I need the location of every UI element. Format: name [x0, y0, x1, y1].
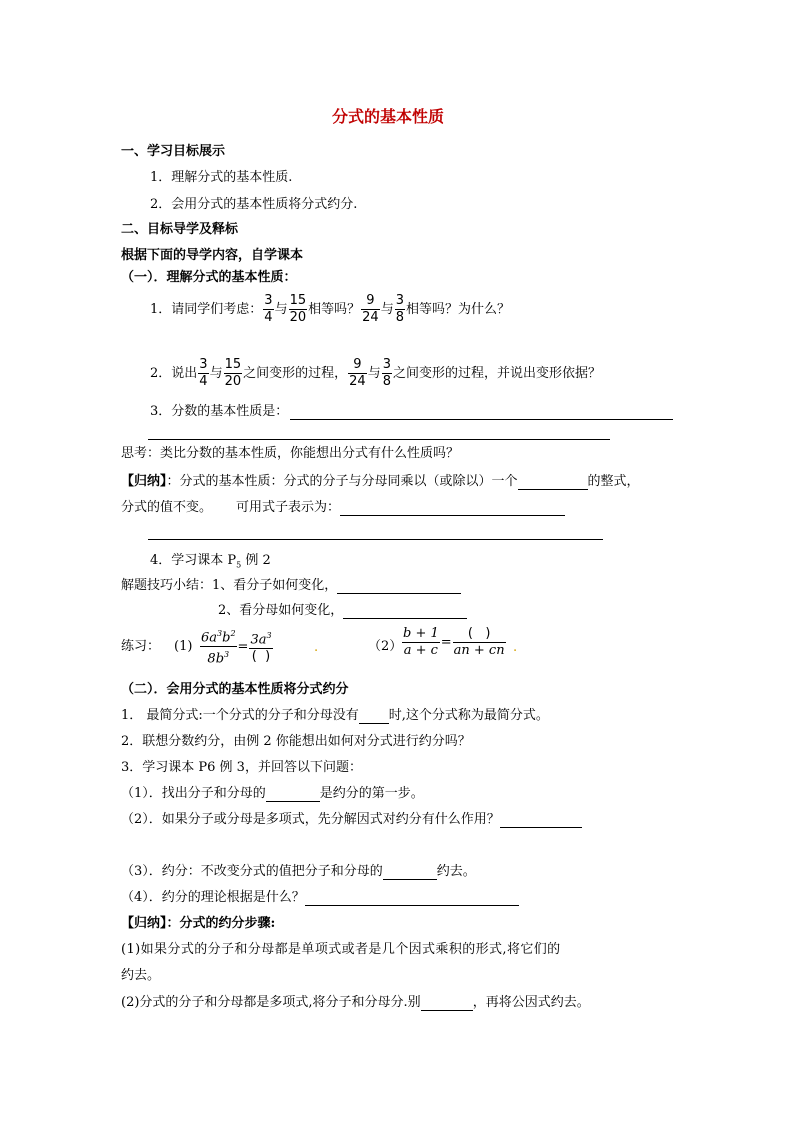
summary-1-cont — [121, 500, 212, 516]
numerator: 3 — [264, 293, 273, 308]
fraction — [382, 357, 392, 390]
fraction — [361, 293, 380, 326]
practice-2: $\frac{b + 1}{a + c}$ = $\frac{( )}{an + cn}$ — [403, 626, 505, 658]
summary-text: ：分式的基本性质：分式的分子与分母同乘以（或除以）一个 — [166, 474, 518, 489]
tips-1 — [121, 578, 461, 594]
answer-blank[interactable] — [343, 617, 467, 619]
connector: 与 — [274, 302, 288, 317]
denominator: 8 — [395, 310, 404, 325]
fraction: $\frac{b + 1}{a + c}$ — [403, 626, 439, 658]
reduction-text: （4）．约分的理论根据是什么？ — [121, 890, 305, 905]
tips-text: 2、看分母如何变化， — [218, 603, 344, 618]
step-2 — [121, 995, 590, 1011]
reduction-1 — [121, 708, 549, 724]
numerator: 9 — [361, 293, 380, 310]
reduction-3-2 — [121, 812, 582, 828]
question-2-mid: 之间变形的过程， — [243, 366, 348, 381]
fraction — [224, 357, 243, 390]
summary-label: 【归纳】 — [121, 474, 167, 489]
answer-blank[interactable] — [340, 514, 565, 516]
practice-2-label: （2） — [368, 639, 403, 654]
decor-dot: . — [314, 640, 319, 655]
denominator: 20 — [224, 374, 242, 389]
subsection-1-heading: （一）．理解分式的基本性质： — [121, 270, 297, 285]
reduction-3-1 — [121, 786, 424, 802]
reduction-3: 3．学习课本 P6 例 3，并回答以下问题： — [121, 760, 362, 775]
summary-label: 【归纳】 — [121, 916, 167, 931]
question-3: 3．分数的基本性质是： — [150, 404, 289, 419]
page-title: 分式的基本性质 — [332, 107, 445, 126]
step-1-cont: 约去。 — [121, 968, 161, 983]
answer-blank[interactable] — [421, 1009, 473, 1011]
connector: 与 — [367, 366, 381, 381]
reduction-text: （1）．找出分子和分母的 — [121, 786, 266, 801]
objective-1: 1．理解分式的基本性质. — [150, 170, 293, 185]
tips-2 — [218, 603, 467, 619]
question-1 — [150, 293, 510, 326]
fraction — [395, 293, 405, 326]
answer-blank[interactable] — [305, 904, 519, 906]
question-2-prefix: 2．说出 — [150, 366, 198, 381]
reduction-3-4 — [121, 890, 519, 906]
question-1-suffix: 相等吗？为什么？ — [405, 302, 510, 317]
reduction-text: 约去。 — [436, 864, 476, 879]
numerator: 3 — [199, 357, 208, 372]
summary-text: ：分式的约分步骤: — [166, 916, 276, 931]
step-text: (2)分式的分子和分母都是多项式,将分子和分母分.别 — [121, 995, 421, 1010]
denominator: 20 — [289, 310, 307, 325]
question-4-text: 例 2 — [241, 553, 271, 568]
question-1-mid: 相等吗？ — [308, 302, 361, 317]
reduction-text: 1． 最简分式:一个分式的分子和分母没有 — [121, 708, 359, 723]
numerator: 3 — [382, 357, 391, 372]
summary-2 — [121, 916, 275, 932]
answer-blank[interactable] — [148, 439, 610, 440]
numerator: 15 — [224, 357, 242, 372]
section-1-heading: 一、学习目标展示 — [121, 144, 226, 159]
connector: 与 — [209, 366, 223, 381]
reduction-text: 时,这个分式称为最简分式。 — [388, 708, 549, 723]
question-2 — [150, 357, 601, 390]
summary-1-formula — [236, 500, 565, 516]
fraction: $\frac{6a^3b^2}{8b^3}$ — [200, 626, 237, 668]
answer-blank[interactable] — [290, 419, 673, 420]
answer-blank[interactable] — [500, 826, 582, 828]
reduction-text: （3）．约分：不改变分式的值把分子和分母的 — [121, 864, 383, 879]
fraction — [198, 357, 208, 390]
fraction — [348, 357, 367, 390]
denominator: 4 — [199, 374, 208, 389]
answer-blank[interactable] — [337, 592, 461, 594]
answer-blank[interactable] — [359, 722, 389, 724]
fraction: $\frac{( )}{an + cn}$ — [453, 626, 505, 658]
reduction-3-3 — [121, 864, 476, 880]
answer-blank[interactable] — [383, 878, 437, 880]
step-1: (1)如果分式的分子和分母都是单项式或者是几个因式乘积的形式,将它们的 — [121, 942, 561, 957]
subsection-2-heading: （二）．会用分式的基本性质将分式约分 — [121, 682, 349, 697]
summary-1 — [121, 474, 640, 490]
denominator: 24 — [362, 310, 379, 325]
fraction: $\frac{3a^3}{( )}$ — [249, 628, 272, 665]
connector: 与 — [380, 302, 394, 317]
summary-text: 的整式， — [587, 474, 640, 489]
question-4-text: 4．学习课本 P — [150, 553, 237, 568]
question-1-prefix: 1．请同学们考虑： — [150, 302, 263, 317]
numerator: 3 — [395, 293, 404, 308]
section-2-heading: 二、目标导学及释标 — [121, 222, 239, 237]
summary-text: 分式的值不变。 — [121, 500, 213, 515]
reduction-text: （2）．如果分子或分母是多项式，先分解因式对约分有什么作用？ — [121, 812, 500, 827]
question-2-suffix: 之间变形的过程，并说出变形依据？ — [392, 366, 601, 381]
denominator: 8 — [382, 374, 391, 389]
decor-dot: . — [513, 640, 518, 655]
answer-blank[interactable] — [148, 539, 603, 540]
section-2-intro: 根据下面的导学内容，自学课本 — [121, 248, 304, 263]
numerator: 9 — [348, 357, 367, 374]
fraction — [289, 293, 308, 326]
fraction — [263, 293, 273, 326]
summary-text: 可用式子表示为： — [236, 500, 341, 515]
denominator: 4 — [264, 310, 273, 325]
practice-1-label: (1) — [174, 639, 193, 654]
page-subscript: 5 — [236, 560, 242, 570]
denominator: 24 — [349, 374, 366, 389]
reduction-2: 2．联想分数约分，由例 2 你能想出如何对分式进行约分吗？ — [121, 734, 471, 749]
practice-label: 练习： — [121, 639, 161, 654]
step-text: ，再将公因式约去。 — [472, 995, 590, 1010]
answer-blank[interactable] — [266, 800, 320, 802]
objective-2: 2．会用分式的基本性质将分式约分. — [150, 197, 358, 212]
think-prompt: 思考：类比分数的基本性质，你能想出分式有什么性质吗？ — [121, 446, 460, 461]
answer-blank[interactable] — [518, 488, 588, 490]
tips-text: 解题技巧小结：1、看分子如何变化， — [121, 578, 338, 593]
question-4 — [150, 553, 271, 570]
reduction-text: 是约分的第一步。 — [319, 786, 424, 801]
numerator: 15 — [289, 293, 307, 308]
practice-1: $\frac{6a^3b^2}{8b^3}$ = $\frac{3a^3}{( )}$ — [199, 626, 274, 668]
